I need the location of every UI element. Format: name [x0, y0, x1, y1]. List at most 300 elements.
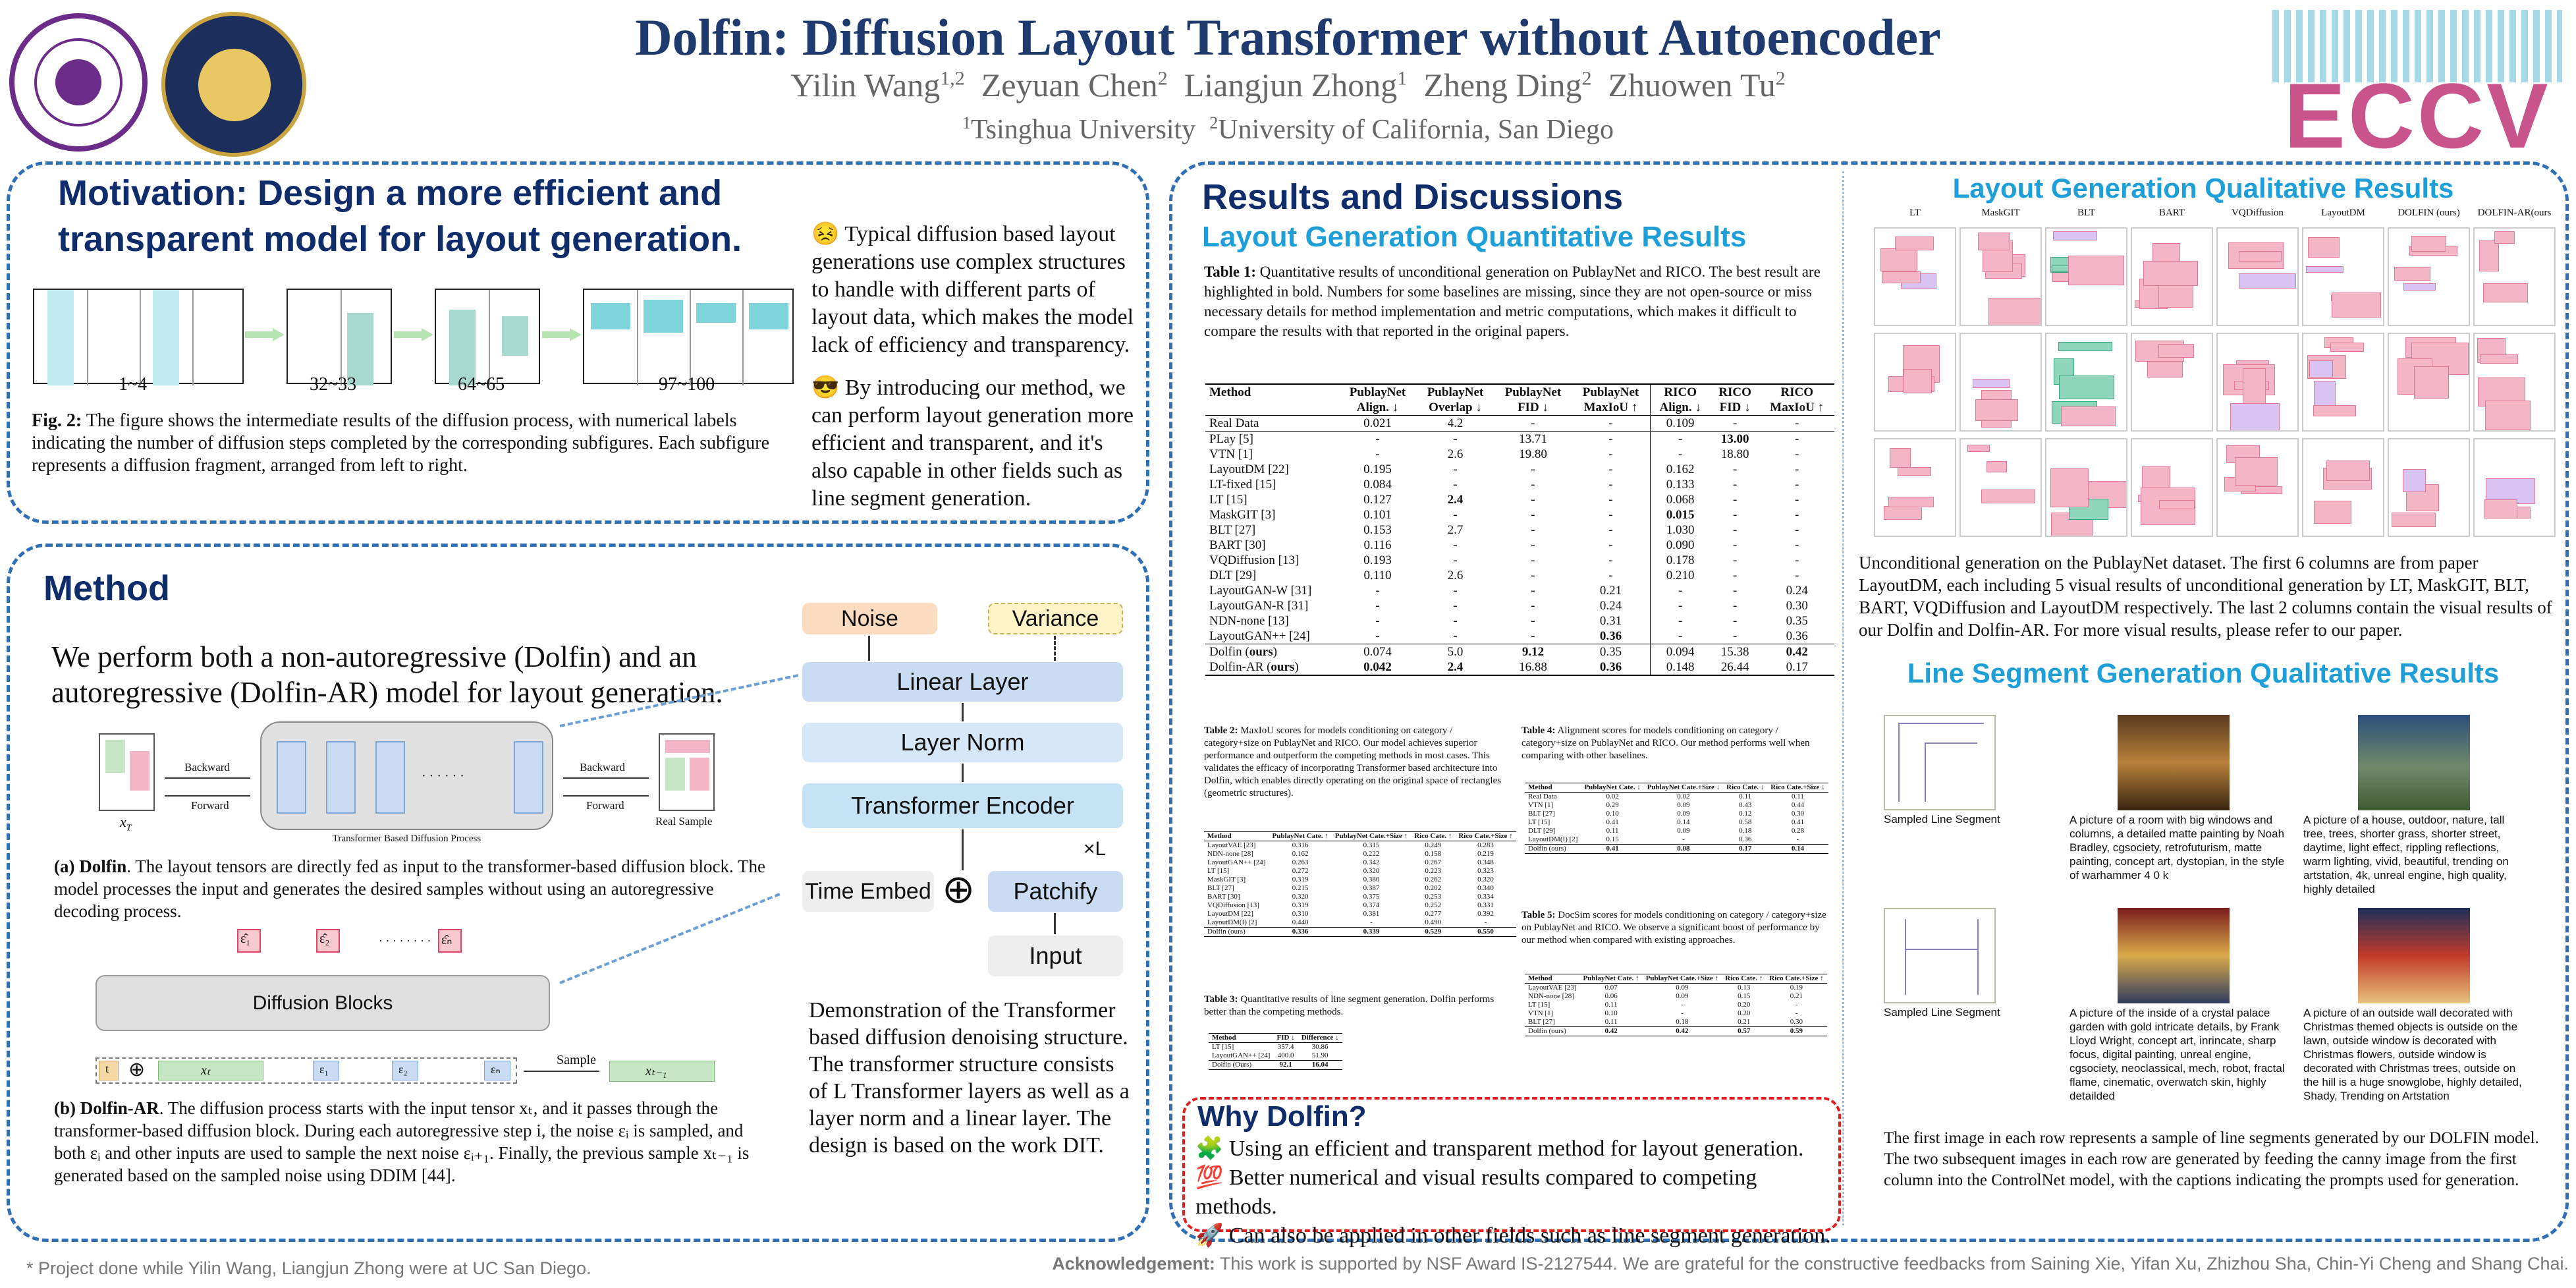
table-cell: -	[1732, 629, 1738, 643]
table-cell: PLay [5]	[1209, 432, 1254, 446]
table-cell: -	[1681, 1001, 1684, 1009]
table4	[1525, 783, 1828, 854]
table-cell: -	[1453, 478, 1458, 491]
layout-sample	[1874, 438, 1956, 537]
table-cell: BART [30]	[1207, 893, 1240, 901]
table-cell: 0.319	[1292, 876, 1309, 883]
table-cell: -	[1732, 569, 1738, 582]
table-cell: LayoutDM(I) [2]	[1528, 835, 1578, 843]
table-cell: BLT [27]	[1209, 523, 1256, 537]
table-cell: 357.4	[1277, 1043, 1294, 1051]
table-cell: -	[1650, 613, 1711, 629]
table-header-cell: PublayNet Cate.+Size ↑	[1645, 974, 1719, 982]
arch-description: Demonstration of the Transformer based diffusion denoising structure. The transformer structure consists of L Transformer layers as well as a layer norm and a linear layer. The design is based on the work DIT.	[809, 998, 1130, 1158]
table-cell: -	[1531, 416, 1535, 430]
table-header-cell: PublayNet	[1349, 385, 1406, 399]
table-cell: 0.219	[1477, 850, 1494, 858]
table-cell: -	[1732, 553, 1738, 567]
table-header-cell: Rico Cate.+Size ↑	[1769, 974, 1824, 982]
table-cell: 0.148	[1650, 659, 1711, 675]
qualitative-grid	[1874, 208, 2559, 544]
table-cell: BLT [27]	[1528, 810, 1555, 818]
layout-sample	[2216, 227, 2299, 326]
table-cell: 0.10	[1606, 810, 1619, 818]
table-cell: -	[1453, 553, 1458, 567]
table-cell: 0.252	[1425, 901, 1442, 909]
table-cell: 51.90	[1311, 1051, 1329, 1059]
linear-layer-box: Linear Layer	[802, 662, 1123, 702]
table-header-cell: PublayNet	[1582, 385, 1639, 399]
layout-sample	[2388, 438, 2470, 537]
sampled-label: Sampled Line Segment	[1884, 813, 2000, 826]
table-cell: 16.88	[1519, 660, 1547, 674]
table-header-cell: Align. ↓	[1356, 401, 1399, 414]
table-cell: DLT [29]	[1209, 569, 1257, 582]
layout-sample	[2302, 227, 2384, 326]
table-cell: 0.09	[1676, 992, 1689, 1000]
author-name: Liangjun Zhong	[1184, 67, 1398, 103]
table-cell: -	[1795, 538, 1799, 552]
table-cell: 0.387	[1363, 884, 1380, 892]
affiliations: $^1$Tsinghua University $^2$University of California, San Diego	[962, 113, 1614, 145]
table-cell: 92.1	[1279, 1061, 1292, 1069]
table-cell: 0.24	[1786, 584, 1808, 598]
table-cell: -	[1650, 598, 1711, 613]
table1-caption: Table 1: Quantitative results of unconditional generation on PublayNet and RICO. The best result are highlighted in bold. Numbers for some baselines are missing, since they are not open-source or miss necessary details for method implementation and metric computations, which makes it difficult to compare the results with that reported in the original papers.	[1204, 264, 1821, 339]
plus-icon: ⊕	[942, 868, 975, 911]
table-cell: 0.021	[1363, 416, 1392, 430]
table-cell: -	[1375, 614, 1380, 628]
table-cell: 0.153	[1363, 523, 1392, 537]
table-cell: 0.068	[1650, 492, 1711, 507]
layout-sample	[2388, 333, 2470, 432]
table-cell: -	[1650, 447, 1711, 462]
table-cell: 0.58	[1739, 818, 1752, 826]
table-cell: 0.24	[1599, 599, 1622, 613]
table-row	[1525, 1018, 1827, 1027]
author-name: Zeyuan Chen	[981, 67, 1158, 103]
sampled-label: Sampled Line Segment	[1884, 1006, 2000, 1019]
table-cell: NDN-none [13]	[1209, 614, 1289, 628]
table-cell: -	[1375, 447, 1380, 461]
table-cell: -	[1531, 538, 1535, 552]
table-cell: -	[1732, 478, 1738, 491]
table-cell: 9.12	[1521, 645, 1545, 659]
method-heading: Method	[43, 569, 170, 608]
table-cell: 0.11	[1604, 1001, 1618, 1009]
layout-sample	[2473, 438, 2556, 537]
line-segment-sample	[1884, 908, 1996, 1003]
table-cell: 0.336	[1292, 928, 1309, 936]
table-cell: 0.195	[1363, 462, 1392, 476]
table-cell: 0.127	[1363, 493, 1392, 507]
table-cell: LayoutVAE [23]	[1207, 841, 1256, 849]
table-cell: 0.215	[1292, 884, 1309, 892]
table-cell: -	[1453, 614, 1458, 628]
table-cell: LT-fixed [15]	[1209, 478, 1276, 491]
table-row	[1204, 884, 1516, 893]
table-row	[1525, 1009, 1827, 1018]
table-header-cell: PublayNet Cate. ↑	[1583, 974, 1639, 982]
sunglasses-face-icon: 😎	[811, 376, 840, 400]
table-row	[1204, 850, 1516, 858]
table-header-cell: RICO	[1650, 384, 1711, 400]
table-row	[1205, 416, 1834, 432]
table-cell: -	[1531, 584, 1535, 598]
table-cell: 0.30	[1786, 599, 1808, 613]
table-row	[1205, 477, 1834, 492]
table-cell: -	[1795, 462, 1799, 476]
table3	[1209, 1033, 1342, 1070]
table-cell: 0.193	[1363, 553, 1392, 567]
table-cell: Dolfin (ours)	[1528, 845, 1566, 853]
table-cell: -	[1732, 584, 1738, 598]
table-cell: -	[1608, 538, 1613, 552]
table-cell: VQDiffusion [13]	[1207, 901, 1259, 909]
table-cell: -	[1531, 508, 1535, 522]
table-cell: Dolfin (Ours)	[1212, 1061, 1252, 1069]
table-header-cell: MaxIoU ↑	[1770, 401, 1824, 414]
table-cell: 0.18	[1676, 1018, 1689, 1026]
layout-sample	[2388, 227, 2470, 326]
table-header-cell: Overlap ↓	[1429, 401, 1482, 414]
table-cell: Dolfin (ours)	[1209, 645, 1277, 659]
table-cell: LayoutGAN-W [31]	[1209, 584, 1312, 598]
table-cell: -	[1732, 599, 1738, 613]
table-cell: -	[1608, 462, 1613, 476]
table-cell: -	[1608, 416, 1613, 430]
table-cell: 0.084	[1363, 478, 1392, 491]
table-cell: -	[1608, 478, 1613, 491]
table-cell: -	[1795, 447, 1799, 461]
table-cell: -	[1650, 432, 1711, 447]
results-heading: Results and Discussions	[1202, 177, 1624, 217]
table-cell: 13.00	[1720, 432, 1749, 446]
table-cell: 0.381	[1363, 910, 1380, 918]
table-cell: 0.178	[1650, 553, 1711, 568]
table-row	[1205, 659, 1834, 675]
table-cell: 0.10	[1604, 1009, 1618, 1017]
table-cell: -	[1453, 629, 1458, 643]
table-header-cell: Method	[1212, 1034, 1236, 1042]
table-cell: 0.18	[1739, 827, 1752, 835]
table-header-cell: PublayNet	[1504, 385, 1562, 399]
table-cell: 0.36	[1599, 629, 1622, 643]
column-label: VQDiffusion	[2232, 208, 2284, 218]
table-cell: 0.36	[1739, 835, 1752, 843]
step-label: 32~33	[310, 374, 357, 395]
layout-sample	[1959, 438, 2042, 537]
table-cell: -	[1375, 584, 1380, 598]
table-cell: LayoutDM [22]	[1207, 910, 1253, 918]
table-cell: -	[1795, 553, 1799, 567]
table-cell: -	[1608, 523, 1613, 537]
table-cell: 0.101	[1363, 508, 1392, 522]
table-cell: 0.320	[1292, 893, 1309, 901]
table-cell: 0.29	[1606, 801, 1619, 809]
table-cell: VTN [1]	[1528, 801, 1554, 809]
table-cell: 0.21	[1599, 584, 1622, 598]
table-cell: -	[1531, 599, 1535, 613]
table-cell: 0.41	[1791, 818, 1805, 826]
table-cell: -	[1732, 493, 1738, 507]
table-cell: 0.35	[1599, 645, 1622, 659]
table-cell: Dolfin (ours)	[1528, 1027, 1566, 1035]
table-cell: -	[1375, 432, 1380, 446]
noise-box: Noise	[802, 603, 937, 634]
table-cell: 0.14	[1791, 845, 1805, 853]
table-row	[1205, 629, 1834, 644]
table-header-cell: Rico Cate. ↓	[1726, 783, 1765, 791]
table-cell: 0.090	[1650, 538, 1711, 553]
author-list: Yilin Wang$^{1,2}$ Zeyuan Chen$^2$ Liangjun Zhong$^1$ Zheng Ding$^2$ Zhuowen Tu$^2$	[790, 67, 1786, 103]
generated-image	[2358, 908, 2470, 1003]
qualitative-caption: Unconditional generation on the PublayNet dataset. The first 6 columns are from paper LayoutDM, each including 5 visual results of unconditional generation by LT, MaskGIT, BLT, BART, VQDiffusion and LayoutDM respectively. The last 2 columns contain the visual results of our Dolfin and Dolfin-AR. For more visual results, please refer to our paper.	[1859, 553, 2552, 640]
table-header-cell: Method	[1209, 385, 1251, 399]
table-cell: 0.17	[1739, 845, 1752, 853]
layout-sample	[2302, 333, 2384, 432]
table-cell: 0.21	[1790, 992, 1803, 1000]
table-cell: 0.06	[1604, 992, 1618, 1000]
caption-b: (b) Dolfin-AR. The diffusion process starts with the input tensor xₜ, and it passes through the transformer-based diffusion block. During each autoregressive step i, the noise εᵢ is sampled, and both εᵢ and other inputs are used to sample the next noise εᵢ₊₁. Finally, the previous sample xₜ₋₁ is generated based on the sampled noise using DDIM [44].	[54, 1098, 750, 1185]
table-cell: LT [15]	[1528, 818, 1550, 826]
lineseg-heading: Line Segment Generation Qualitative Results	[1907, 658, 2500, 688]
table-cell: 0.30	[1791, 810, 1805, 818]
table-cell: 0.36	[1599, 660, 1622, 674]
table-cell: 0.42	[1604, 1027, 1618, 1035]
table-cell: -	[1453, 599, 1458, 613]
column-label: BLT	[2077, 208, 2095, 218]
table-row	[1204, 841, 1516, 851]
table-row	[1525, 810, 1828, 818]
table-header-cell: RICO	[1780, 385, 1814, 399]
table5	[1525, 974, 1827, 1036]
input-box: Input	[988, 936, 1123, 976]
table-cell: 0.13	[1738, 984, 1751, 992]
table-row	[1205, 522, 1834, 538]
table-cell: 0.094	[1650, 644, 1711, 660]
time-embed-box: Time Embed	[802, 871, 934, 912]
table-cell: 0.316	[1292, 841, 1309, 849]
table-cell: 0.08	[1677, 845, 1690, 853]
table-cell: 0.14	[1677, 818, 1690, 826]
table-cell: LayoutGAN++ [24]	[1212, 1051, 1271, 1059]
column-divider	[1842, 171, 1844, 1225]
table-cell: -	[1795, 493, 1799, 507]
table-row	[1205, 553, 1834, 568]
table-header-cell: Method	[1528, 783, 1552, 791]
layer-norm-box: Layer Norm	[802, 723, 1123, 762]
step-label: 64~65	[458, 374, 505, 395]
table-cell: 0.11	[1792, 793, 1804, 800]
table-cell: 0.210	[1650, 568, 1711, 583]
table-cell: 0.392	[1477, 910, 1494, 918]
table-row	[1205, 447, 1834, 462]
table-cell: NDN-none [28]	[1528, 992, 1574, 1000]
layout-sample	[2216, 438, 2299, 537]
puzzle-icon: 🧩	[1195, 1136, 1224, 1161]
table-cell: 0.267	[1425, 858, 1442, 866]
layout-sample	[1874, 333, 1956, 432]
table-header-cell: PublayNet Cate. ↑	[1272, 832, 1329, 840]
eccv-logo: ECCV	[2272, 10, 2562, 155]
rocket-icon: 🚀	[1195, 1223, 1224, 1248]
table-row	[1525, 801, 1828, 810]
table3-caption: Table 3: Quantitative results of line segment generation. Dolfin performs better than the competing methods.	[1204, 994, 1494, 1017]
table-row	[1209, 1061, 1342, 1070]
table-cell: -	[1531, 629, 1535, 643]
diffusion-steps-figure	[33, 289, 794, 384]
table-cell: 0.320	[1477, 876, 1494, 883]
dolfin-ar-diagram: ε̂₁ ε̂₂ · · · · · · · · ε̂ₙ Diffusion Blocks t ⊕ xₜ ε₁ ε₂ εₙ Sample xₜ₋₁	[96, 929, 774, 1084]
table-row	[1204, 858, 1516, 867]
lineseg-summary: The first image in each row represents a sample of line segments generated by our DOLFIN model. The two subsequent images in each row are generated by feeding the canny image from the first column into the ControlNet model, with the captions indicating the prompts used for generation.	[1884, 1129, 2539, 1189]
table-cell: 0.11	[1739, 793, 1752, 800]
table-cell: 0.162	[1292, 850, 1309, 858]
table-cell: 0.17	[1786, 660, 1808, 674]
table-cell: 0.42	[1676, 1027, 1689, 1035]
table-header-cell: RICO	[1718, 385, 1751, 399]
table-cell: 0.375	[1363, 893, 1380, 901]
table-cell: LT [15]	[1207, 867, 1230, 875]
table-header-cell: Rico Cate. ↑	[1725, 974, 1763, 982]
table-cell: 0.074	[1363, 645, 1392, 659]
column-label: LayoutDM	[2321, 208, 2365, 218]
table-cell: BLT [27]	[1528, 1018, 1555, 1026]
table-cell: 15.38	[1720, 645, 1749, 659]
column-label: LT	[1909, 208, 1921, 218]
table-cell: 5.0	[1447, 645, 1464, 659]
table-cell: 0.09	[1676, 984, 1689, 992]
table-cell: 0.315	[1363, 841, 1380, 849]
table-cell: -	[1795, 416, 1799, 430]
table-cell: -	[1796, 835, 1799, 843]
table-row	[1205, 507, 1834, 522]
table-cell: 0.348	[1477, 858, 1494, 866]
table-cell: 0.490	[1425, 918, 1442, 926]
table-cell: 0.110	[1363, 569, 1392, 582]
layout-sample	[2045, 438, 2127, 537]
table-cell: 0.41	[1606, 845, 1619, 853]
table-cell: -	[1375, 629, 1380, 643]
table-row	[1204, 876, 1516, 884]
table-cell: -	[1795, 1001, 1798, 1009]
table-cell: BART [30]	[1209, 538, 1266, 552]
table-cell: -	[1608, 553, 1613, 567]
table-header-cell: Align. ↓	[1650, 400, 1711, 416]
table-cell: -	[1375, 599, 1380, 613]
variance-box: Variance	[988, 603, 1123, 634]
motivation-bullet: 😎 By introducing our method, we can perform layout generation more efficient and transparent, and it's also capable in other fields such as line segment generation.	[811, 376, 1134, 511]
worried-face-icon: 😣	[811, 222, 840, 246]
table-row	[1204, 901, 1516, 910]
layout-sample	[2473, 333, 2556, 432]
table-cell: 0.339	[1363, 928, 1380, 936]
table-cell: -	[1453, 508, 1458, 522]
table-cell: -	[1732, 508, 1738, 522]
table-cell: 16.04	[1311, 1061, 1329, 1069]
table-row	[1204, 918, 1516, 928]
table-cell: -	[1650, 629, 1711, 644]
table-row	[1205, 613, 1834, 629]
table4-caption: Table 4: Alignment scores for models conditioning on category / category+size on PublayNet and RICO. Our method performs well when comparing with other baselines.	[1521, 725, 1810, 761]
table-cell: 0.223	[1425, 867, 1442, 875]
table-row	[1525, 992, 1827, 1001]
table-cell: Real Data	[1209, 416, 1259, 430]
motivation-heading: Motivation: Design a more efficient and transparent model for layout generation.	[58, 173, 742, 259]
table-cell: Real Data	[1528, 793, 1557, 800]
motivation-bullet: 😣 Typical diffusion based layout generations use complex structures to handle with different parts of layout data, which makes the model lack of efficiency and transparency.	[811, 222, 1134, 357]
table-cell: -	[1453, 584, 1458, 598]
table-cell: 0.249	[1425, 841, 1442, 849]
acknowledgement: Acknowledgement: This work is supported by NSF Award IS-2127544. We are grateful for the constructive feedbacks from Saining Xie, Yifan Xu, Zhizhou Sha, Chin-Yi Cheng and Shang Chai.	[1052, 1254, 2569, 1274]
table-cell: 0.253	[1425, 893, 1442, 901]
table-cell: MaskGIT [3]	[1209, 508, 1276, 522]
table-cell: 0.43	[1739, 801, 1752, 809]
table-cell: 0.57	[1738, 1027, 1751, 1035]
table-cell: 1.030	[1650, 522, 1711, 538]
table-cell: VQDiffusion [13]	[1209, 553, 1300, 567]
table-cell: LT [15]	[1528, 1001, 1550, 1009]
table-cell: 0.09	[1677, 801, 1690, 809]
table-cell: NDN-none [28]	[1207, 850, 1253, 858]
table-header-cell: Difference ↓	[1301, 1034, 1339, 1042]
table-cell: -	[1531, 478, 1535, 491]
method-intro: We perform both a non-autoregressive (Dolfin) and an autoregressive (Dolfin-AR) model for layout generation.	[51, 640, 723, 709]
table-cell: 0.15	[1738, 992, 1751, 1000]
table-cell: 400.0	[1277, 1051, 1294, 1059]
table-cell: -	[1608, 432, 1613, 446]
layout-sample	[2216, 333, 2299, 432]
table-cell: 0.20	[1738, 1001, 1751, 1009]
table-cell: LT [15]	[1209, 493, 1247, 507]
line-segment-sample	[1884, 715, 1996, 810]
table-cell: -	[1795, 478, 1799, 491]
footnote: * Project done while Yilin Wang, Liangjun Zhong were at UC San Diego.	[26, 1258, 591, 1278]
table-header-cell	[1205, 400, 1338, 416]
table-cell: -	[1732, 614, 1738, 628]
layout-sample	[1874, 227, 1956, 326]
table-cell: -	[1795, 508, 1799, 522]
table-cell: 19.80	[1519, 447, 1547, 461]
table-cell: LayoutVAE [23]	[1528, 984, 1577, 992]
table-cell: -	[1608, 508, 1613, 522]
table-cell: Dolfin (ours)	[1207, 928, 1246, 936]
table-cell: VTN [1]	[1209, 447, 1253, 461]
step-label: 97~100	[659, 374, 715, 395]
table-cell: 0.202	[1425, 884, 1442, 892]
table-cell: 18.80	[1720, 447, 1749, 461]
table-cell: 0.272	[1292, 867, 1309, 875]
table-cell: 0.440	[1292, 918, 1309, 926]
layout-sample	[1959, 333, 2042, 432]
table-cell: -	[1795, 569, 1799, 582]
table-cell: 0.133	[1650, 477, 1711, 492]
table-row	[1205, 644, 1834, 660]
table-cell: 0.59	[1790, 1027, 1803, 1035]
layout-sample	[2131, 333, 2213, 432]
table-row	[1204, 928, 1516, 937]
table-cell: 0.323	[1477, 867, 1494, 875]
layout-sample	[2045, 333, 2127, 432]
table-cell: 30.86	[1311, 1043, 1329, 1051]
prompt-caption: A picture of the inside of a crystal palace garden with gold intricate details, by Frank Lloyd Wright, concept art, inrincate, sharp focus, digital painting, unreal engine, cgsociety, neoclassical, mech, robot, fractal flame, cinematic, overwatch skin, highly detailded	[2069, 1007, 2285, 1102]
column-label: MaskGIT	[1981, 208, 2020, 218]
table-cell: 0.262	[1425, 876, 1442, 883]
table-cell: 0.342	[1363, 858, 1380, 866]
table-cell: DLT [29]	[1528, 827, 1556, 835]
table-cell: LayoutGAN++ [24]	[1207, 858, 1266, 866]
